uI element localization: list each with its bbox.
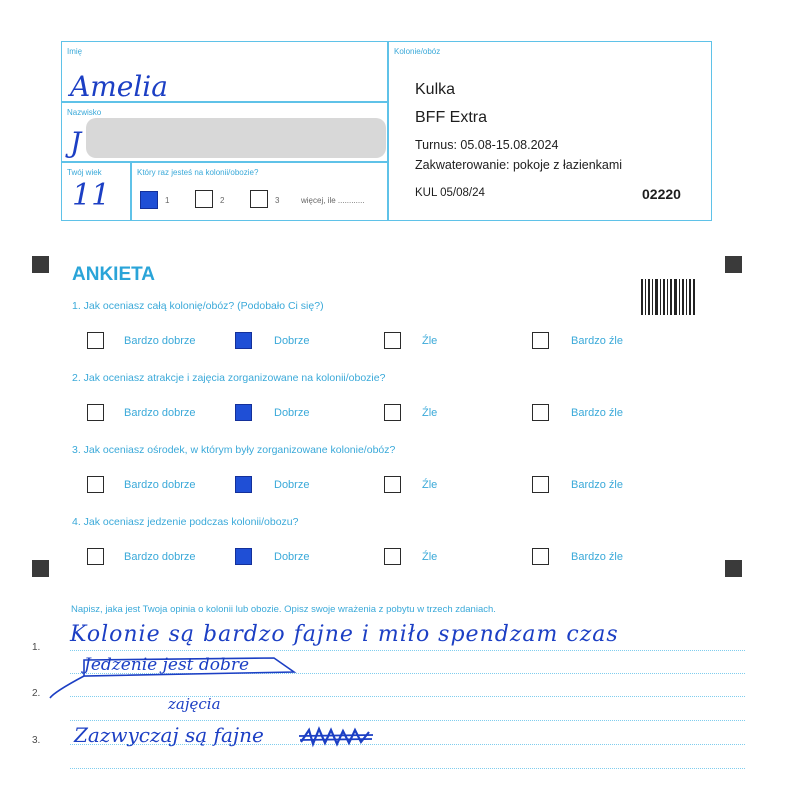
question-1: 1. Jak oceniasz całą kolonię/obóz? (Podobało Ci się?) [72,300,324,312]
scribble-strikeout [297,726,377,748]
q4-bardzo-dobrze-label: Bardzo dobrze [124,551,196,563]
camp-name: Kulka [415,81,456,98]
visit-option-3-checkbox[interactable] [250,190,268,208]
q1-dobrze-label: Dobrze [274,335,310,347]
registration-mark [725,256,742,273]
q3-bardzo-dobrze-checkbox[interactable] [87,476,104,493]
q4-dobrze-checkbox[interactable] [235,548,252,565]
line-number-1: 1. [32,642,41,653]
visit-option-1-checkbox[interactable] [140,191,158,209]
opinion-sentence-3[interactable]: Zazwyczaj są fajne [74,723,264,747]
header-age-divider [130,161,132,221]
q4-dobrze-label: Dobrze [274,551,310,563]
q4-zle-label: Źle [422,551,438,563]
q4-bardzo-zle-checkbox[interactable] [532,548,549,565]
q1-zle-label: Źle [422,335,438,347]
question-4: 4. Jak oceniasz jedzenie podczas kolonii/obozu? [72,516,299,528]
q2-bardzo-dobrze-label: Bardzo dobrze [124,407,196,419]
q2-dobrze-checkbox[interactable] [235,404,252,421]
q1-zle-checkbox[interactable] [384,332,401,349]
q2-zle-checkbox[interactable] [384,404,401,421]
writing-line [70,720,745,721]
q4-zle-checkbox[interactable] [384,548,401,565]
q1-bardzo-dobrze-label: Bardzo dobrze [124,335,196,347]
q1-bardzo-zle-checkbox[interactable] [532,332,549,349]
writing-line [70,768,745,769]
registration-mark [32,560,49,577]
opinion-sentence-1[interactable]: Kolonie są bardzo fajne i miło spendzam czas [70,622,619,647]
q3-bardzo-zle-checkbox[interactable] [532,476,549,493]
line-number-3: 3. [32,735,41,746]
camp-program: BFF Extra [415,109,488,126]
imie-label: Imię [67,47,83,56]
surname-initial: J [70,126,82,159]
q1-bardzo-zle-label: Bardzo źle [571,335,623,347]
q3-dobrze-label: Dobrze [274,479,310,491]
wiek-value[interactable]: 11 [72,178,111,213]
q2-bardzo-dobrze-checkbox[interactable] [87,404,104,421]
q1-dobrze-checkbox[interactable] [235,332,252,349]
imie-value[interactable]: Amelia [70,70,168,103]
registration-mark [725,560,742,577]
visit-option-3-label: 3 [275,196,280,205]
q3-zle-label: Źle [422,479,438,491]
question-2: 2. Jak oceniasz atrakcje i zajęcia zorganizowane na kolonii/obozie? [72,372,386,384]
redacted-surname [86,118,386,158]
q4-bardzo-zle-label: Bardzo źle [571,551,623,563]
line-number-2: 2. [32,688,41,699]
turnus: Turnus: 05.08-15.08.2024 [415,138,559,152]
wiek-label: Twój wiek [67,168,102,177]
q2-bardzo-zle-checkbox[interactable] [532,404,549,421]
wiecej-label: więcej, ile ............ [301,196,365,205]
survey-title: ANKIETA [72,264,156,285]
q4-bardzo-dobrze-checkbox[interactable] [87,548,104,565]
opinion-sentence-2[interactable]: Jedzenie jest dobre [84,655,250,675]
form-number: 02220 [642,186,681,202]
zakwaterowanie: Zakwaterowanie: pokoje z łazienkami [415,158,623,172]
ktory-raz-label: Który raz jesteś na kolonii/obozie? [137,168,259,177]
q3-bardzo-dobrze-label: Bardzo dobrze [124,479,196,491]
writing-line [70,650,745,651]
opinion-prompt: Napisz, jaka jest Twoja opinia o kolonii lub obozie. Opisz swoje wrażenia z pobytu w trzech zdaniach. [71,604,496,615]
barcode [641,279,696,315]
q2-dobrze-label: Dobrze [274,407,310,419]
question-3: 3. Jak oceniasz ośrodek, w którym były zorganizowane kolonie/obóz? [72,444,396,456]
q3-zle-checkbox[interactable] [384,476,401,493]
q1-bardzo-dobrze-checkbox[interactable] [87,332,104,349]
q2-bardzo-zle-label: Bardzo źle [571,407,623,419]
registration-mark [32,256,49,273]
nazwisko-label: Nazwisko [67,108,102,117]
kolonie-label: Kolonie/obóz [394,47,441,56]
header-divider [387,41,389,221]
opinion-insert: zajęcia [168,695,221,713]
visit-option-2-checkbox[interactable] [195,190,213,208]
q2-zle-label: Źle [422,407,438,419]
header-row-divider [61,161,387,163]
q3-dobrze-checkbox[interactable] [235,476,252,493]
visit-option-2-label: 2 [220,196,225,205]
visit-option-1-label: 1 [165,196,170,205]
camp-code: KUL 05/08/24 [415,187,485,199]
q3-bardzo-zle-label: Bardzo źle [571,479,623,491]
